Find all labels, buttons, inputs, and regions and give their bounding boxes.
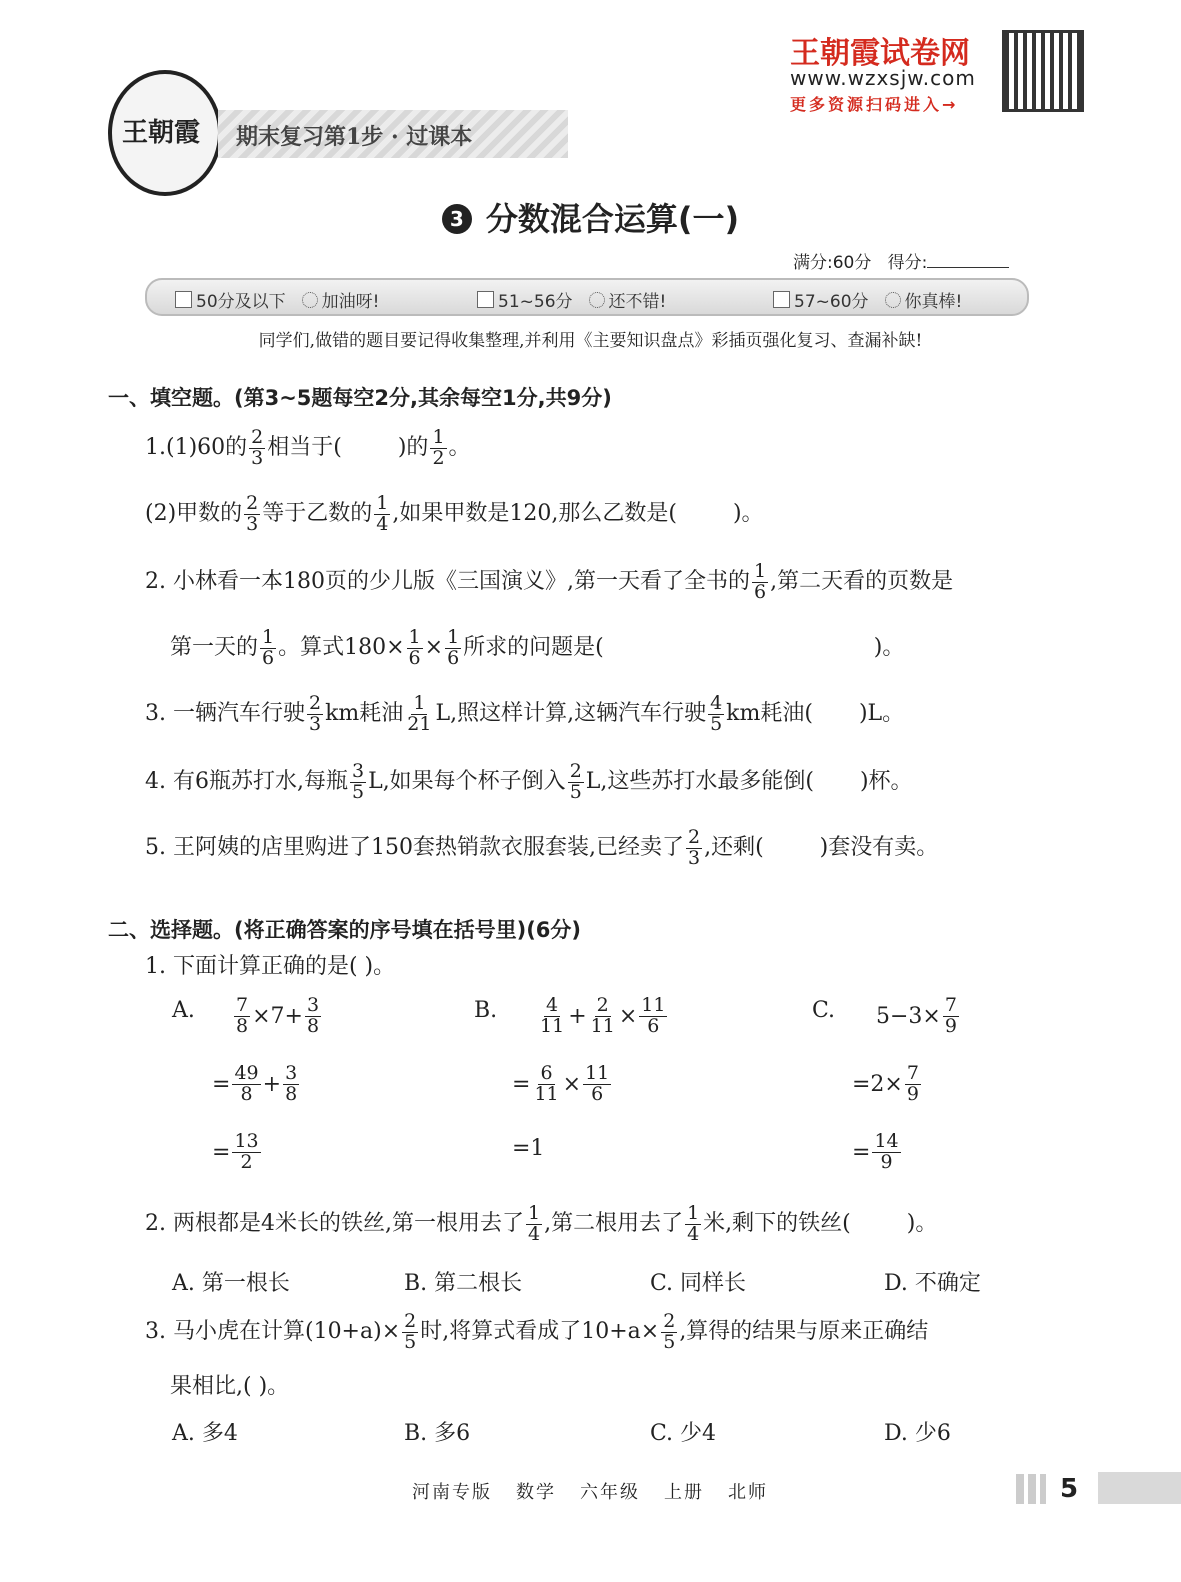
option-b-label[interactable]: B. (474, 998, 498, 1023)
study-note: 同学们,做错的题目要记得收集整理,并利用《主要知识盘点》彩插页强化复习、查漏补缺! (258, 331, 923, 351)
got-score-label: 得分: (887, 253, 928, 273)
score-blank[interactable] (927, 253, 1009, 268)
page-bar (1098, 1472, 1181, 1504)
option-a-label[interactable]: A. (172, 998, 195, 1023)
section-choice: 二、选择题。(将正确答案的序号填在括号里)(6分) (108, 918, 582, 942)
option-c-line2: =2× $\frac{7}{9}$ (852, 1062, 919, 1105)
page-number: 5 (1060, 1474, 1079, 1504)
brand-title: 王朝霞试卷网 (790, 36, 970, 71)
page-decor (1016, 1474, 1046, 1504)
brand-logo-seal (108, 70, 222, 196)
c2-option-d[interactable]: D. 不确定 (884, 1271, 981, 1296)
title-text: 分数混合运算(一) (485, 200, 740, 238)
option-b-line3: =1 (512, 1136, 545, 1161)
option-a-line1: $\frac{7}{8}$ ×7+ $\frac{3}{8}$ (236, 994, 320, 1037)
option-b-line2: = $\frac{6}{11}$ × $\frac{11}{6}$ (512, 1062, 610, 1105)
score-tier-bar (145, 278, 1029, 316)
score-line (793, 248, 1009, 273)
brand-url[interactable]: www.wzxsjw.com (790, 66, 976, 90)
banner-text: 期末复习第1步 · 过课本 (236, 124, 473, 150)
qr-code-icon[interactable] (1002, 30, 1084, 112)
option-a-line3: = $\frac{13}{2}$ (212, 1130, 259, 1173)
question-1-1: 1.(1)60的 2 3 相当于( )的 1 2 。 (145, 426, 471, 469)
question-1-2: (2)甲数的 2 3 等于乙数的 1 4 ,如果甲数是120,那么乙数是( )。 (145, 492, 764, 535)
option-c-line1: 5−3× $\frac{7}{9}$ (876, 994, 957, 1037)
option-b-line1: 4 11 + $\frac{2}{11}$ × $\frac{11}{6}$ (540, 994, 666, 1037)
question-2: 2. 小林看一本180页的少儿版《三国演义》,第一天看了全书的 1 6 ,第二天看的页数是 (145, 560, 954, 603)
option-a-line2: = $\frac{49}{8}$ + $\frac{3}{8}$ (212, 1062, 298, 1105)
smile-icon (589, 292, 605, 308)
tier-2: 51~56分 还不错! (477, 287, 666, 312)
c2-option-b[interactable]: B. 第二根长 (404, 1271, 523, 1296)
tier-1: 50分及以下 加油呀! (175, 287, 379, 312)
choice-question-3-cont: 果相比,( )。 (170, 1374, 290, 1399)
lesson-number-badge: 3 (442, 204, 472, 234)
c2-option-a[interactable]: A. 第一根长 (172, 1271, 290, 1296)
c3-option-a[interactable]: A. 多4 (172, 1421, 238, 1446)
c3-option-d[interactable]: D. 少6 (884, 1421, 951, 1446)
smile-icon (302, 292, 318, 308)
section-banner (218, 110, 568, 158)
question-5: 5. 王阿姨的店里购进了150套热销款衣服套装,已经卖了 2 3 ,还剩( )套没有卖。 (145, 826, 939, 869)
full-score: 满分:60分 (793, 253, 872, 273)
footer-info: 河南专版 数学 六年级 上册 北师 (412, 1482, 768, 1503)
option-c-label[interactable]: C. (812, 998, 836, 1023)
brand-more: 更多资源扫码进入→ (790, 95, 959, 114)
c3-option-c[interactable]: C. 少4 (650, 1421, 717, 1446)
tier-checkbox[interactable] (175, 291, 192, 308)
choice-question-2: 2. 两根都是4米长的铁丝,第一根用去了 1 4 ,第二根用去了 1 4 米,剩下的铁丝( )。 (145, 1202, 938, 1245)
tier-3: 57~60分 你真棒! (773, 287, 962, 312)
option-c-line3: = $\frac{14}{9}$ (852, 1130, 899, 1173)
question-2-cont: 第一天的 1 6 。算式180× $\frac{1}{6}$ × $\frac{1}{6}$ 所求的问题是( )。 (170, 626, 905, 669)
logo-text: 王朝霞 (122, 118, 201, 148)
c3-option-b[interactable]: B. 多6 (404, 1421, 471, 1446)
c2-option-c[interactable]: C. 同样长 (650, 1271, 747, 1296)
choice-question-1: 1. 下面计算正确的是( )。 (145, 954, 396, 979)
smile-icon (885, 292, 901, 308)
tier-checkbox[interactable] (477, 291, 494, 308)
choice-question-3: 3. 马小虎在计算(10+a)× $\frac{2}{5}$ 时,将算式看成了10+a× $\frac{2}{5}$ ,算得的结果与原来正确结 (145, 1310, 929, 1353)
tier-checkbox[interactable] (773, 291, 790, 308)
question-4: 4. 有6瓶苏打水,每瓶 3 5 L,如果每个杯子倒入 2 5 L,这些苏打水最多能倒( )杯。 (145, 760, 913, 803)
page-title (0, 194, 1181, 240)
section-fill-in: 一、填空题。(第3~5题每空2分,其余每空1分,共9分) (108, 386, 612, 410)
question-3: 3. 一辆汽车行驶 2 3 km耗油 1 21 L,照这样计算,这辆汽车行驶 4 5 km耗油( )L。 (145, 692, 905, 735)
